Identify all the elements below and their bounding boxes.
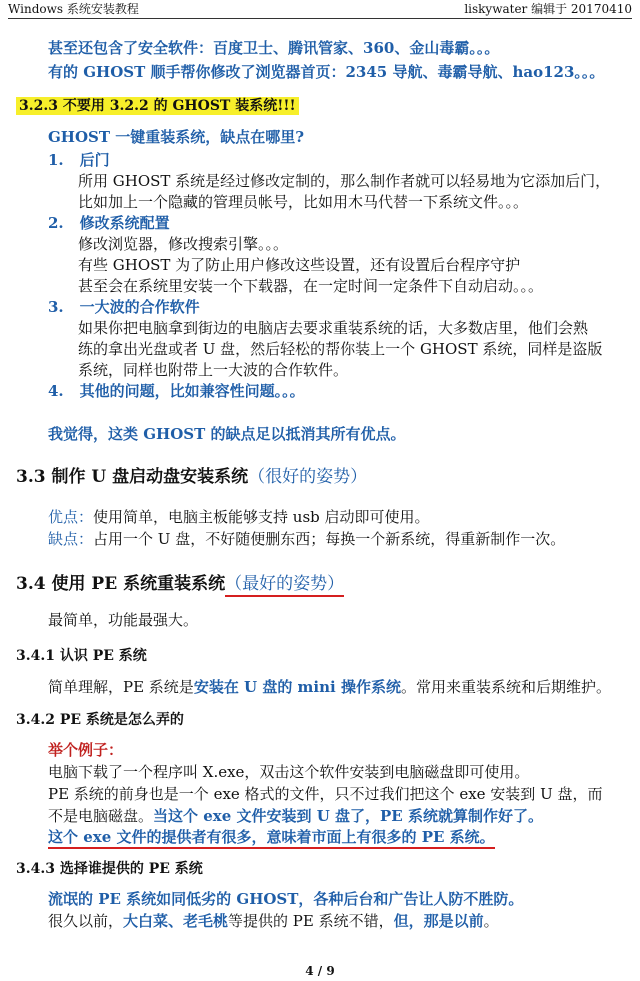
section-3-4-1-title: 3.4.1 认识 PE 系统 <box>16 648 147 664</box>
section-3-3-title: 3.3 制作 U 盘启动盘安装系统（很好的姿势） <box>16 467 368 487</box>
item-3-heading: 3. 一大波的合作软件 <box>48 298 200 316</box>
example-label: 举个例子： <box>48 741 124 759</box>
pe-definition: 简单理解，PE 系统是安装在 U 盘的 mini 操作系统。常用来重装系统和后期维护。 <box>48 678 611 696</box>
item-2-line-1: 修改浏览器，修改搜索引擎。。。 <box>78 235 289 253</box>
top-line-2: 有的 GHOST 顺手帮你修改了浏览器首页：2345 导航、毒霸导航、hao123。。。 <box>48 63 605 81</box>
pe-intro: 最简单，功能最强大。 <box>48 611 199 629</box>
item-3-line-3: 系统，同样也附带上一大波的合作软件。 <box>78 361 349 379</box>
top-line-1: 甚至还包含了安全软件：百度卫士、腾讯管家、360、金山毒霸。。。 <box>48 39 500 57</box>
section-3-2-3-title: 3.2.3 不要用 3.2.2 的 GHOST 装系统!!! <box>16 95 299 115</box>
header-author: liskywater 编辑于 20170410 <box>464 2 632 16</box>
section-3-4-title: 3.4 使用 PE 系统重装系统（最好的姿势） <box>16 569 344 594</box>
item-1-line-2: 比如加上一个隐藏的管理员帐号，比如用木马代替一下系统文件。。。 <box>78 193 529 211</box>
item-2-line-2: 有些 GHOST 为了防止用户修改这些设置，还有设置后台程序守护 <box>78 256 521 274</box>
ghost-conclusion: 我觉得，这类 GHOST 的缺点足以抵消其所有优点。 <box>48 425 406 443</box>
item-1-heading: 1. 后门 <box>48 151 110 169</box>
header-title: Windows 系统安装教程 <box>8 2 139 16</box>
pro-line: 优点：使用简单，电脑主板能够支持 usb 启动即可使用。 <box>48 508 430 526</box>
item-2-line-3: 甚至会在系统里安装一个下载器，在一定时间一定条件下自动启动。。。 <box>78 277 544 295</box>
example-line-2: PE 系统的前身也是一个 exe 格式的文件，只不过我们把这个 exe 安装到 U 盘，而 <box>48 785 603 803</box>
pe-choice-line-2: 很久以前，大白菜、老毛桃等提供的 PE 系统不错，但，那是以前。 <box>48 912 499 930</box>
item-1-line-1: 所用 GHOST 系统是经过修改定制的，那么制作者就可以轻易地为它添加后门， <box>78 172 611 190</box>
item-3-line-1: 如果你把电脑拿到街边的电脑店去要求重装系统的话，大多数店里，他们会熟 <box>78 319 589 337</box>
example-line-4: 这个 exe 文件的提供者有很多，意味着市面上有很多的 PE 系统。 <box>48 826 495 847</box>
page-number: 4 / 9 <box>305 964 335 978</box>
pe-choice-line-1: 流氓的 PE 系统如同低劣的 GHOST，各种后台和广告让人防不胜防。 <box>48 890 524 908</box>
item-4-heading: 4. 其他的问题，比如兼容性问题。。。 <box>48 382 305 400</box>
example-line-1: 电脑下载了一个程序叫 X.exe，双击这个软件安装到电脑磁盘即可使用。 <box>48 763 530 781</box>
page-header <box>8 0 632 19</box>
con-line: 缺点：占用一个 U 盘，不好随便删东西；每换一个新系统，得重新制作一次。 <box>48 530 566 548</box>
item-3-line-2: 练的拿出光盘或者 U 盘，然后轻松的帮你装上一个 GHOST 系统，同样是盗版 <box>78 340 603 358</box>
example-line-3: 不是电脑磁盘。当这个 exe 文件安装到 U 盘了，PE 系统就算制作好了。 <box>48 807 543 825</box>
ghost-question: GHOST 一键重装系统，缺点在哪里? <box>48 128 305 146</box>
item-2-heading: 2. 修改系统配置 <box>48 214 170 232</box>
section-3-4-2-title: 3.4.2 PE 系统是怎么弄的 <box>16 712 184 728</box>
section-3-4-3-title: 3.4.3 选择谁提供的 PE 系统 <box>16 861 203 877</box>
